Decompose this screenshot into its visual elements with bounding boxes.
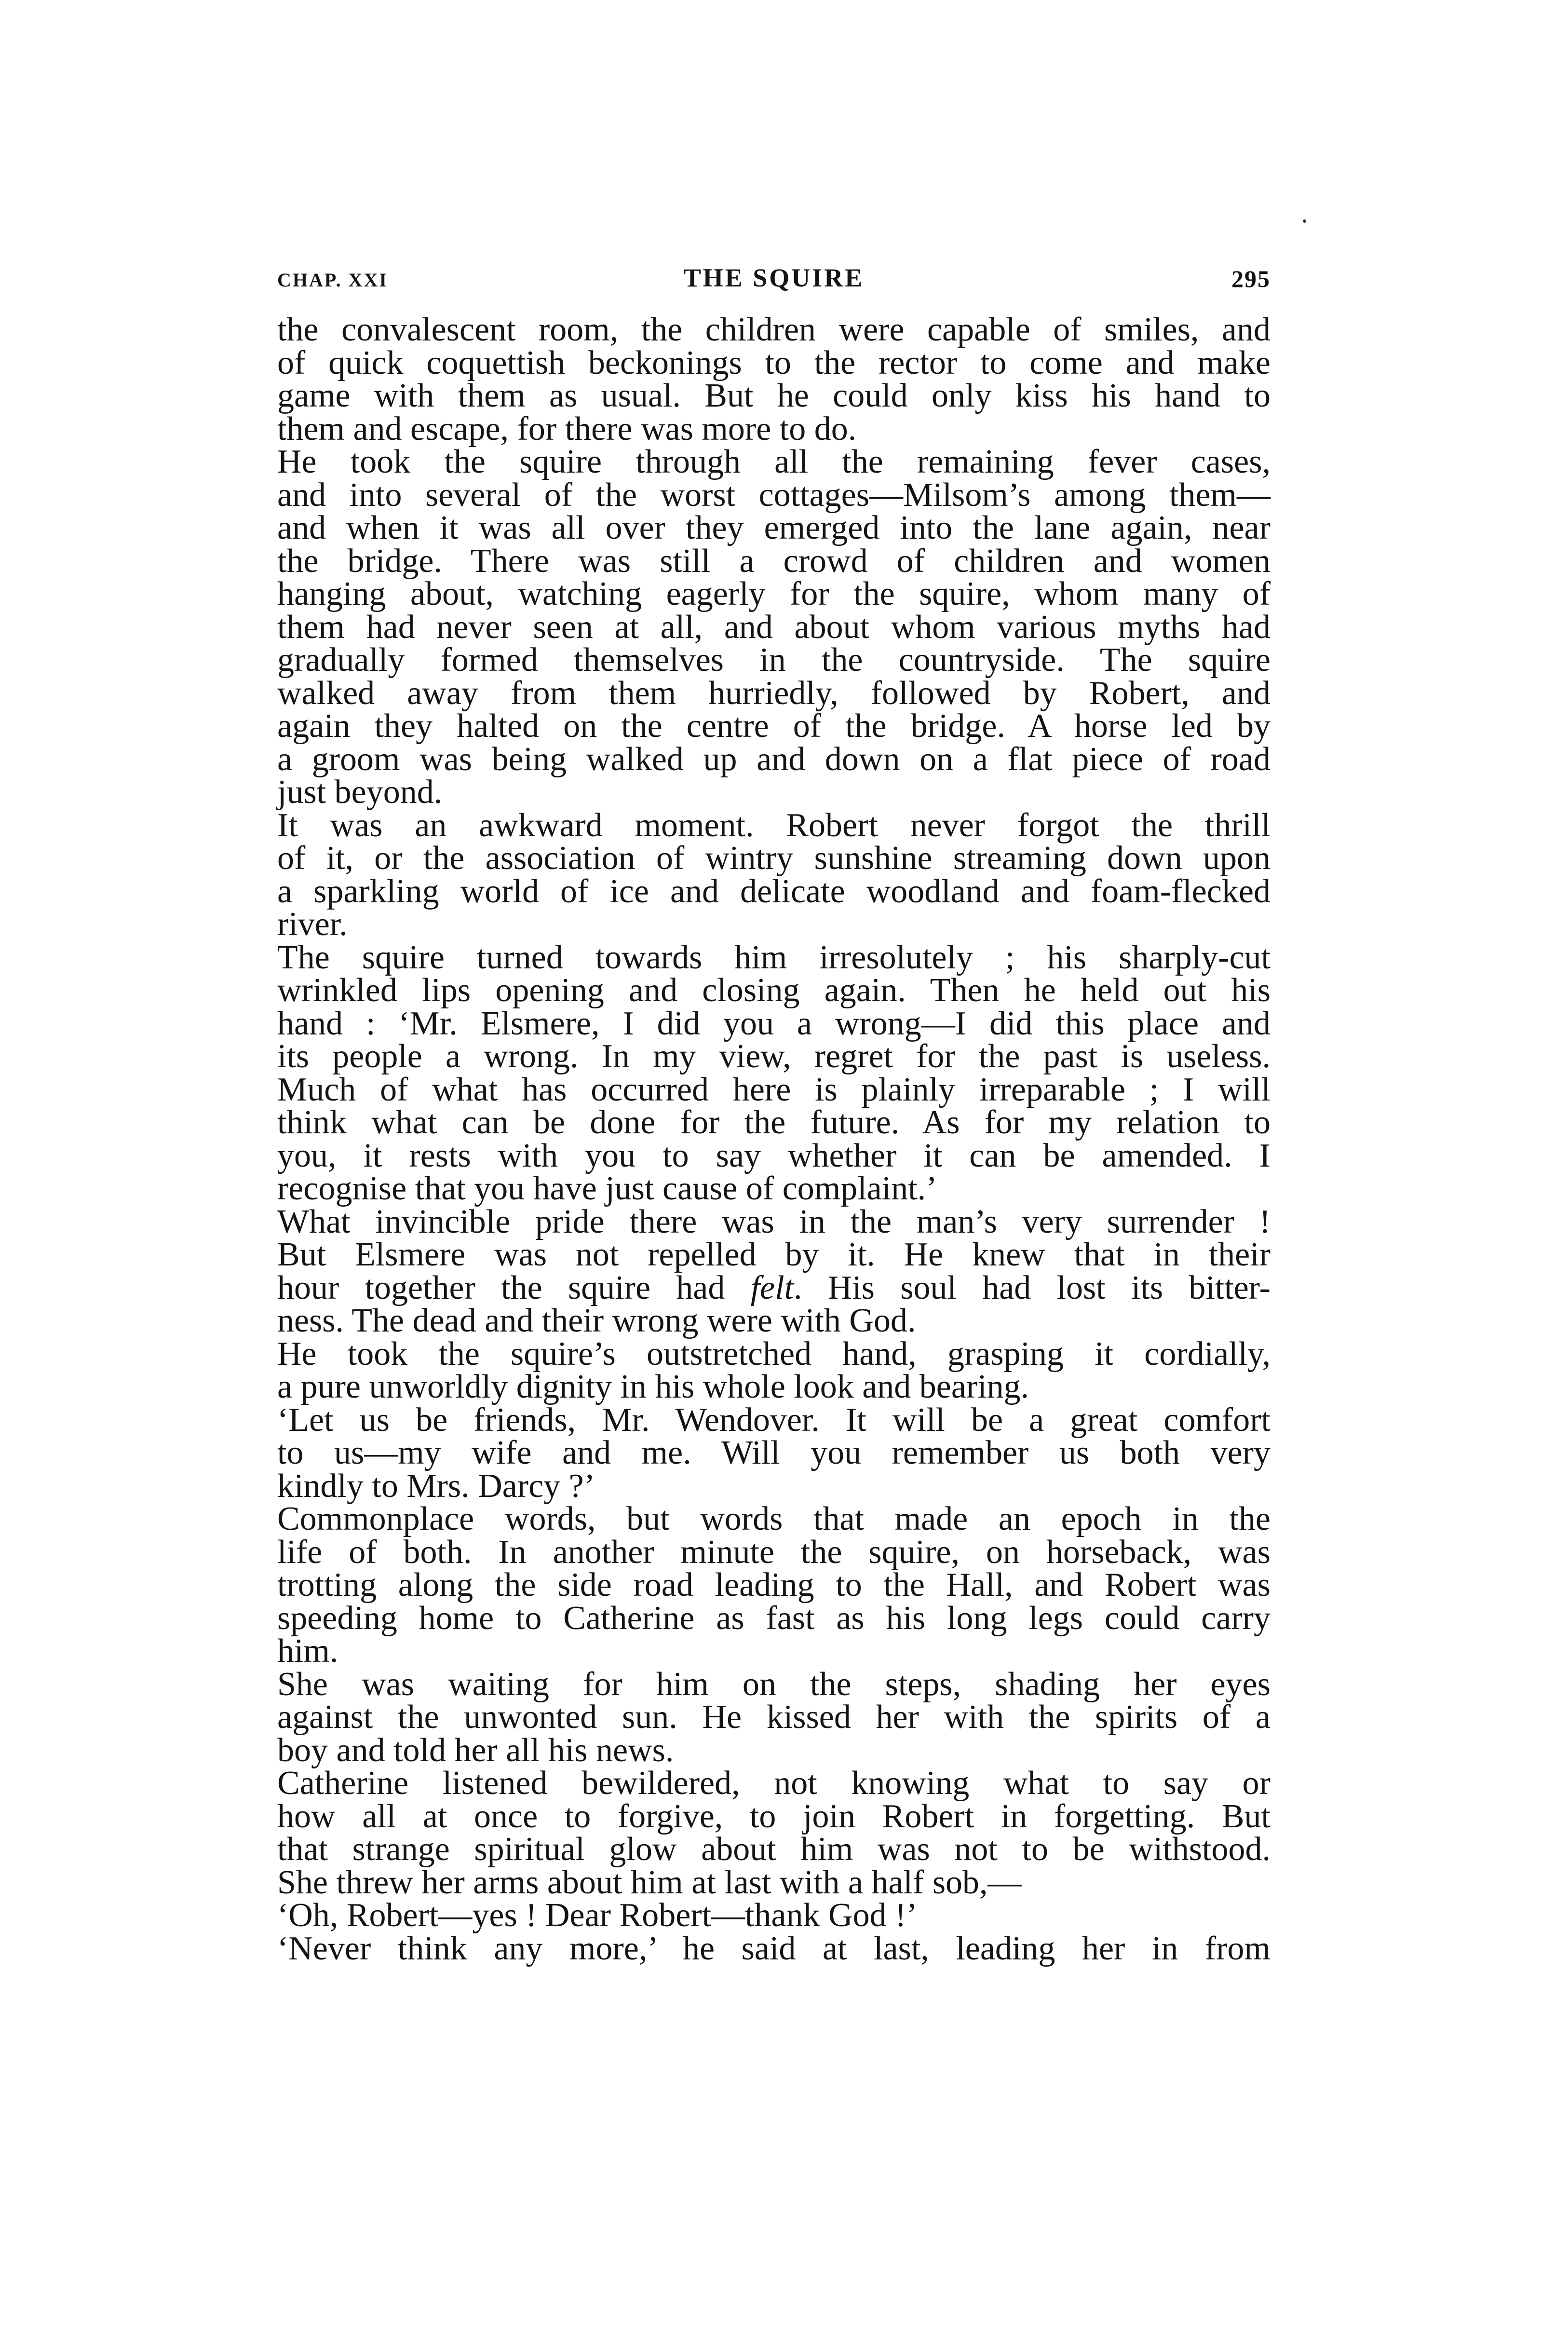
running-title: THE SQUIRE — [683, 263, 865, 292]
text-line: He took the squire through all the remaining fever cases, — [277, 443, 1271, 480]
text-line: just beyond. — [277, 774, 443, 811]
text-line: walked away from them hurriedly, followed by Robert, and — [277, 674, 1271, 712]
text-line: recognise that you have just cause of complaint.’ — [277, 1170, 937, 1207]
text-line: But Elsmere was not repelled by it. He knew that in their — [277, 1236, 1271, 1273]
text-line: how all at once to forgive, to join Robert in forgetting. But — [277, 1797, 1271, 1835]
page-speck — [1303, 219, 1306, 223]
text-line: The squire turned towards him irresolutely ; his sharply-cut — [277, 938, 1271, 976]
chapter-label: CHAP. XXI — [277, 269, 388, 291]
text-line: speeding home to Catherine as fast as his long legs could carry — [277, 1599, 1271, 1637]
text-line: against the unwonted sun. He kissed her with the spirits of a — [277, 1699, 1271, 1736]
body-text — [277, 313, 1271, 1965]
text-line: you, it rests with you to say whether it can be amended. I — [277, 1137, 1271, 1174]
text-line: hand : ‘Mr. Elsmere, I did you a wrong—I did this place and — [277, 1005, 1271, 1042]
italic-word: felt — [750, 1269, 794, 1306]
text-line: game with them as usual. But he could only kiss his hand to — [277, 377, 1271, 414]
text-line: gradually formed themselves in the countryside. The squire — [277, 641, 1271, 679]
text-line: them had never seen at all, and about whom various myths had — [277, 608, 1271, 646]
text-line: its people a wrong. In my view, regret for the past is useless. — [277, 1038, 1271, 1075]
text-line: kindly to Mrs. Darcy ?’ — [277, 1467, 595, 1505]
line-part: . His soul had lost its bitter- — [794, 1269, 1271, 1306]
text-line: It was an awkward moment. Robert never forgot the thrill — [277, 806, 1271, 844]
text-line: ness. The dead and their wrong were with God. — [277, 1302, 916, 1339]
text-line: She was waiting for him on the steps, shading her eyes — [277, 1665, 1271, 1703]
text-line: Commonplace words, but words that made an epoch in the — [277, 1500, 1271, 1537]
text-line: of it, or the association of wintry sunshine streaming down upon — [277, 840, 1271, 877]
text-line: a groom was being walked up and down on a flat piece of road — [277, 740, 1271, 778]
page-number: 295 — [1231, 265, 1271, 292]
text-line: a sparkling world of ice and delicate woodland and foam-flecked — [277, 872, 1271, 910]
text-line: a pure unworldly dignity in his whole look and bearing. — [277, 1368, 1029, 1405]
text-line: trotting along the side road leading to the Hall, and Robert was — [277, 1566, 1271, 1604]
text-line: to us—my wife and me. Will you remember us both very — [277, 1434, 1271, 1471]
text-line: of quick coquettish beckonings to the rector to come and make — [277, 344, 1271, 381]
text-line: What invincible pride there was in the man’s very surrender ! — [277, 1203, 1271, 1240]
text-line: and into several of the worst cottages—Milsom’s among them— — [277, 476, 1271, 514]
text-line: the bridge. There was still a crowd of children and women — [277, 542, 1271, 580]
text-line: boy and told her all his news. — [277, 1731, 674, 1769]
text-line: ‘Oh, Robert—yes ! Dear Robert—thank God !’ — [277, 1897, 918, 1934]
text-line: life of both. In another minute the squire, on horseback, was — [277, 1533, 1271, 1571]
text-line: him. — [277, 1632, 338, 1670]
text-line: hanging about, watching eagerly for the squire, whom many of — [277, 575, 1271, 612]
line-part: hour together the squire had — [277, 1269, 751, 1306]
text-line: them and escape, for there was more to do. — [277, 410, 857, 448]
text-line: She threw her arms about him at last with a half sob,— — [277, 1863, 1022, 1901]
text-line: ‘Let us be friends, Mr. Wendover. It will be a great comfort — [277, 1401, 1271, 1439]
text-line: again they halted on the centre of the bridge. A horse led by — [277, 707, 1271, 745]
text-line: Catherine listened bewildered, not knowing what to say or — [277, 1765, 1271, 1802]
text-line: He took the squire’s outstretched hand, grasping it cordially, — [277, 1335, 1271, 1373]
text-line: Much of what has occurred here is plainly irreparable ; I will — [277, 1071, 1271, 1108]
text-line: the convalescent room, the children were capable of smiles, and — [277, 311, 1271, 348]
text-line: think what can be done for the future. As for my relation to — [277, 1104, 1271, 1141]
text-line: and when it was all over they emerged into the lane again, near — [277, 509, 1271, 546]
text-line: that strange spiritual glow about him was not to be withstood. — [277, 1831, 1271, 1868]
text-line-with-italic — [277, 1269, 1271, 1306]
text-line: ‘Never think any more,’ he said at last, leading her in from — [277, 1930, 1271, 1967]
running-header — [277, 263, 1271, 301]
text-line: river. — [277, 906, 348, 943]
text-line: wrinkled lips opening and closing again. Then he held out his — [277, 972, 1271, 1009]
